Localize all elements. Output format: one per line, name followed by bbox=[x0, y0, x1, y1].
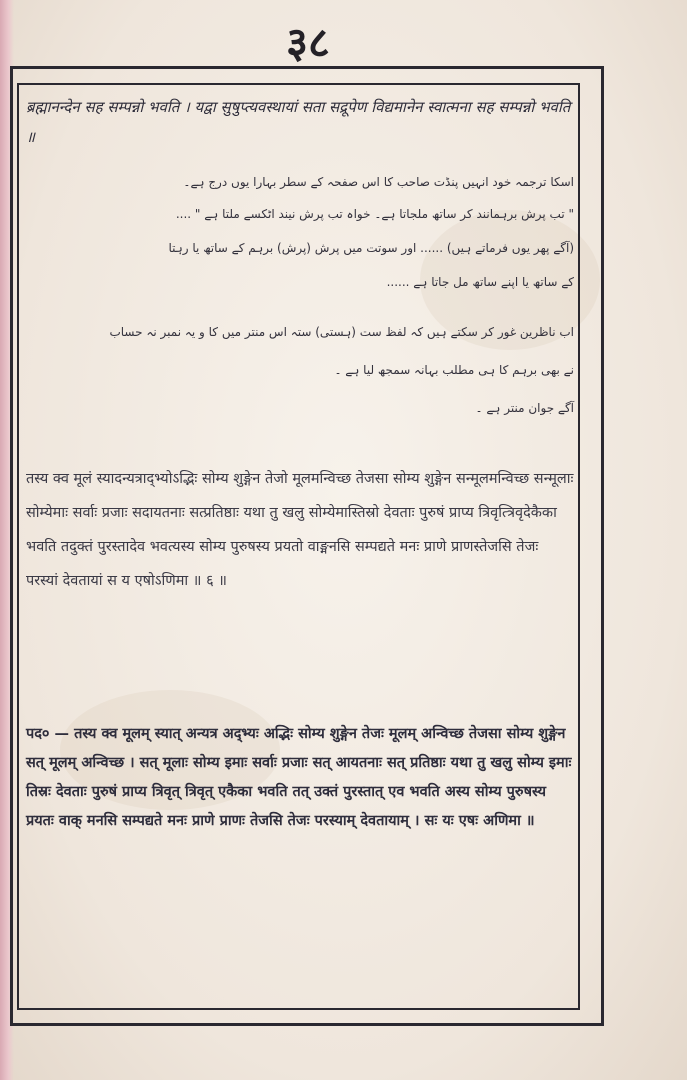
pada-label: पद० — bbox=[26, 726, 70, 742]
urdu-line: اب ناظرین غور کر سکتے ہیں کہ لفظ ست (ہستی) ستہ اس منتر میں کا و یہ نمبر نہ حساب bbox=[109, 325, 574, 339]
urdu-line: " تب پرش برہمانند کر ساتھ ملجاتا ہے۔ خواہ تب پرش نیند اٹکسے ملتا ہے " .... bbox=[175, 207, 574, 221]
pada-text: तस्य क्व मूलम् स्यात् अन्यत्र अद्भ्यः अद्भिः सोम्य शुङ्गेन तेजः मूलम् अन्विच्छ तेजसा सोम्य शुङ्गेन सत् मूलम् अन्विच्छ । सत् मूलाः सोम्य इमाः सर्वाः प्रजाः सत् आयतनाः सत् प्रतिष्ठाः यथा तु खलु सोम्य इमाः तिस्रः देवताः पुरुषं प्राप्य त्रिवृत् त्रिवृत् एकैका भवति तत् उक्तं पुरस्तात् एव भवति अस्य सोम्य पुरुषस्य प्रयतः वाक् मनसि सम्पद्यते मनः प्राणे प्राणः तेजसि तेजः परस्याम् देवतायाम् । सः यः एषः अणिमा ॥ bbox=[26, 726, 577, 829]
urdu-line: آگے جوان منتر ہے ۔ bbox=[475, 401, 574, 415]
handwritten-sanskrit-note: ब्रह्मानन्देन सह सम्पन्नो भवति । यद्वा सुषुप्त्यवस्थायां सता सद्रूपेण विद्यमानेन स्वात्मना सह सम्पन्नो भवति ॥ bbox=[26, 98, 576, 146]
printed-mantra-text: तस्य क्व मूलं स्यादन्यत्राद्भ्योऽद्भिः सोम्य शुङ्गेन तेजो मूलमन्विच्छ तेजसा सोम्य शुङ्गेन सन्मूलमन्विच्छ सन्मूलाः सोम्येमाः सर्वाः प्रजाः सदायतनाः सत्प्रतिष्ठाः यथा तु खलु सोम्येमास्तिस्रो देवताः पुरुषं प्राप्य त्रिवृत्त्रिवृदेकैका भवति तदुक्तं पुरस्तादेव भवत्यस्य सोम्य पुरुषस्य प्रयतो वाङ्मनसि सम्पद्यते मनः प्राणे प्राणस्तेजसि तेजः परस्यां देवतायां स य एषोऽणिमा ॥ ६ ॥ bbox=[26, 471, 579, 589]
pada-text-block bbox=[26, 720, 577, 836]
page-number: ३८ bbox=[286, 18, 330, 67]
urdu-line: اسکا ترجمہ خود انہیں پنڈت صاحب کا اس صفحہ کے سطر بہارا یوں درج ہے۔ bbox=[183, 175, 574, 189]
urdu-line: نے بھی برہم کا ہی مطلب بہانہ سمجھ لیا ہے ۔ bbox=[334, 363, 574, 377]
urdu-line: کے ساتھ یا اپنے ساتھ مل جاتا ہے ...... bbox=[386, 275, 574, 289]
urdu-line: (آگے پھر یوں فرماتے ہیں) ...... اور سوتت میں پرش (پرش) برہم کے ساتھ یا رہتا bbox=[168, 241, 574, 255]
